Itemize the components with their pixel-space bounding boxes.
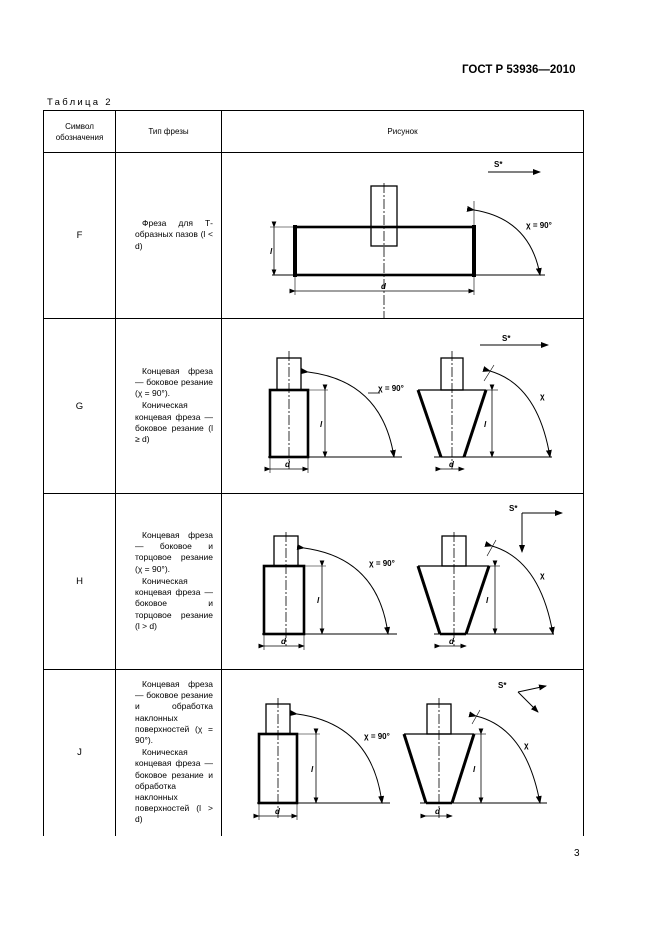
length-label-conical: l: [473, 765, 476, 774]
type-cell: [116, 153, 222, 319]
symbol-cell: H: [44, 494, 116, 670]
feed-label: S*: [502, 334, 511, 343]
symbol-cell: J: [44, 670, 116, 836]
type-text: Коническая концевая фреза — боковое резание (l ≥ d): [135, 400, 213, 444]
diameter-label-conical: d: [435, 807, 440, 816]
type-text: Концевая фреза — боковое резание и обработка наклонных поверхностей (χ = 90°).: [135, 678, 213, 745]
angle-label: χ = 90°: [364, 732, 390, 741]
col-symbol-header: Символ обозначения: [44, 111, 116, 153]
diameter-label: d: [285, 460, 290, 469]
end-mill-side-cutting-figure: [222, 319, 584, 494]
feed-label: S*: [498, 681, 507, 690]
end-mill-side-face-cutting-figure: [222, 494, 584, 670]
diameter-label: d: [275, 807, 280, 816]
diameter-label: d: [381, 282, 386, 291]
col-type-header: Тип фрезы: [116, 111, 222, 153]
table-row: [44, 153, 584, 319]
type-text: Концевая фреза — боковое резание (χ = 90°).: [135, 365, 213, 399]
angle-label-conical: χ: [524, 741, 529, 750]
table-row: [44, 319, 584, 494]
symbol-cell: G: [44, 319, 116, 494]
figure-cell: [222, 494, 584, 670]
length-label: l: [270, 247, 273, 256]
angle-label-conical: χ: [540, 392, 545, 401]
table-row: [44, 494, 584, 670]
t-slot-cutter-figure: [222, 153, 584, 319]
type-text: Фреза для Т-образных пазов (l < d): [135, 218, 213, 251]
type-text: Коническая концевая фреза — боковое и торцовое резание (l > d): [135, 575, 213, 631]
diameter-label-conical: d: [449, 637, 454, 646]
length-label-conical: l: [484, 420, 487, 429]
type-text: Коническая концевая фреза — боковое резание и обработка наклонных поверхностей (l > d): [135, 747, 213, 825]
length-label: l: [311, 765, 314, 774]
type-cell: [116, 319, 222, 494]
diameter-label: d: [281, 637, 286, 646]
figure-cell: [222, 319, 584, 494]
angle-label: χ = 90°: [369, 559, 395, 568]
symbol-cell: F: [44, 153, 116, 319]
figure-cell: [222, 670, 584, 836]
table-caption: Таблица 2: [47, 97, 113, 108]
col-figure-header: Рисунок: [222, 111, 584, 153]
milling-cutter-table: [43, 110, 584, 836]
length-label-conical: l: [486, 596, 489, 605]
document-header: ГОСТ Р 53936—2010: [462, 64, 576, 76]
length-label: l: [320, 420, 323, 429]
table-header-row: [44, 111, 584, 153]
type-cell: [116, 670, 222, 836]
type-cell: [116, 494, 222, 670]
page-number: 3: [574, 848, 580, 859]
angle-label-conical: χ: [540, 571, 545, 580]
feed-label: S*: [494, 160, 503, 169]
figure-cell: [222, 153, 584, 319]
length-label: l: [317, 596, 320, 605]
end-mill-inclined-surface-figure: [222, 670, 584, 836]
angle-label: χ = 90°: [526, 221, 552, 230]
type-text: Концевая фреза — боковое и торцовое резание (χ = 90°).: [135, 530, 213, 574]
diameter-label-conical: d: [449, 460, 454, 469]
feed-label: S*: [509, 504, 518, 513]
table-row: [44, 670, 584, 836]
angle-label: χ = 90°: [378, 384, 404, 393]
